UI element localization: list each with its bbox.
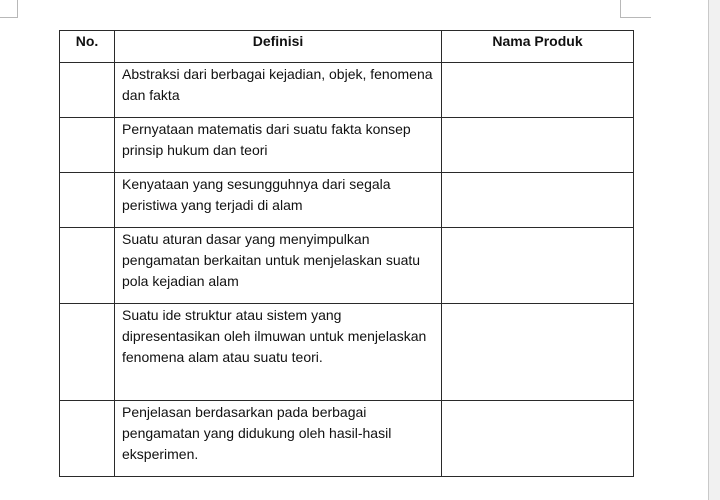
cell-no[interactable] [60, 118, 115, 173]
cell-no[interactable] [60, 63, 115, 118]
page-corner-mark-left [0, 0, 18, 18]
cell-nama-produk[interactable] [442, 173, 634, 228]
cell-nama-produk[interactable] [442, 304, 634, 401]
table-row [60, 118, 634, 173]
cell-nama-produk[interactable] [442, 228, 634, 304]
header-no: No. [60, 31, 115, 63]
table-row [60, 304, 634, 401]
table-header-row [60, 31, 634, 63]
cell-nama-produk[interactable] [442, 401, 634, 477]
definition-table [59, 30, 634, 477]
cell-nama-produk[interactable] [442, 63, 634, 118]
cell-nama-produk[interactable] [442, 118, 634, 173]
table-row [60, 228, 634, 304]
page-corner-mark-right [620, 0, 651, 18]
cell-definisi: Suatu aturan dasar yang menyimpulkan pengamatan berkaitan untuk menjelaskan suatu pola kejadian alam [115, 228, 442, 304]
cell-definisi: Suatu ide struktur atau sistem yang dipresentasikan oleh ilmuwan untuk menjelaskan fenomena alam atau suatu teori. [115, 304, 442, 401]
table-row [60, 401, 634, 477]
header-definisi: Definisi [115, 31, 442, 63]
cell-definisi: Abstraksi dari berbagai kejadian, objek, fenomena dan fakta [115, 63, 442, 118]
cell-no[interactable] [60, 401, 115, 477]
cell-definisi: Penjelasan berdasarkan pada berbagai pengamatan yang didukung oleh hasil-hasil eksperimen. [115, 401, 442, 477]
table-row [60, 173, 634, 228]
header-nama-produk: Nama Produk [442, 31, 634, 63]
table-row [60, 63, 634, 118]
cell-no[interactable] [60, 304, 115, 401]
cell-definisi: Kenyataan yang sesungguhnya dari segala peristiwa yang terjadi di alam [115, 173, 442, 228]
cell-no[interactable] [60, 228, 115, 304]
cell-no[interactable] [60, 173, 115, 228]
cell-definisi: Pernyataan matematis dari suatu fakta konsep prinsip hukum dan teori [115, 118, 442, 173]
page-edge [708, 0, 720, 500]
